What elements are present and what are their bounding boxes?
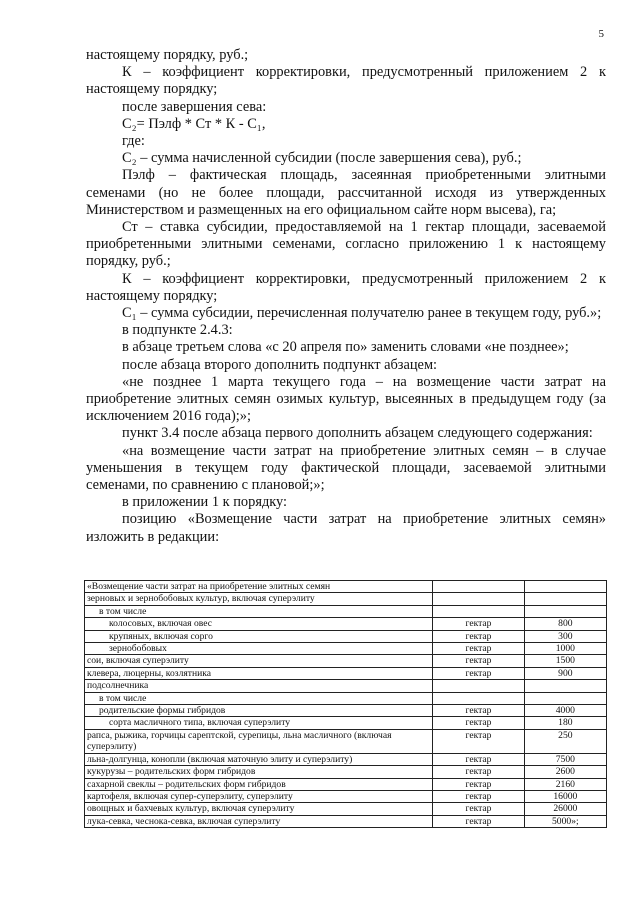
unit-cell: гектар [433, 705, 524, 717]
paragraph: где: [122, 133, 145, 150]
crop-name-cell: колосовых, включая овес [85, 618, 433, 630]
crop-name-cell: сахарной свеклы – родительских форм гибридов [85, 778, 433, 790]
unit-cell [433, 605, 524, 617]
table-row [85, 705, 607, 717]
crop-name-cell: клевера, люцерны, козлятника [85, 667, 433, 679]
rate-cell: 2600 [524, 766, 606, 778]
page-number: 5 [598, 28, 604, 40]
rate-cell: 800 [524, 618, 606, 630]
paragraph: «на возмещение части затрат на приобретение элитных семян – в случае уменьшения в текущем году фактической площади, засеваемой элитными семенами, по сравнению с плановой;»; [86, 442, 606, 494]
formula: С₂= Пэлф * Ст * К - С₁, [122, 115, 266, 132]
unit-cell: гектар [433, 667, 524, 679]
crop-name-cell: сорта масличного типа, включая суперэлиту [85, 717, 433, 729]
table-row [85, 790, 607, 802]
unit-cell [433, 692, 524, 704]
unit-cell [433, 593, 524, 605]
rate-cell: 7500 [524, 753, 606, 765]
paragraph: после абзаца второго дополнить подпункт абзацем: [122, 356, 438, 373]
unit-cell: гектар [433, 803, 524, 815]
paragraph: в приложении 1 к порядку: [122, 494, 288, 511]
paragraph: Ст – ставка субсидии, предоставляемой на 1 гектар площади, засеваемой приобретенными элитными семенами, согласно приложению 1 к настоящему порядку, руб.; [86, 219, 606, 270]
unit-cell: гектар [433, 778, 524, 790]
crop-name-cell: лука-севка, чеснока-севка, включая суперэлиту [85, 815, 433, 827]
table-row [85, 581, 607, 593]
table-row [85, 692, 607, 704]
paragraph: в подпункте 2.4.3: [122, 322, 233, 339]
unit-cell: гектар [433, 630, 524, 642]
crop-name-cell: родительские формы гибридов [85, 705, 433, 717]
rate-cell: 300 [524, 630, 606, 642]
rate-cell: 250 [524, 729, 606, 753]
crop-name-cell: льна-долгунца, конопли (включая маточную элиту и суперэлиту) [85, 753, 433, 765]
rate-cell: 26000 [524, 803, 606, 815]
rate-cell [524, 581, 606, 593]
rate-cell: 900 [524, 667, 606, 679]
crop-name-cell: зернобобовых [85, 643, 433, 655]
table-row [85, 778, 607, 790]
rate-cell: 180 [524, 717, 606, 729]
paragraph: Пэлф – фактическая площадь, засеянная приобретенными элитными семенами (но не более площади, рассчитанной исходя из утвержденных Министерством и размещенных на его официальном сайте норм высева), га; [86, 167, 606, 218]
unit-cell: гектар [433, 790, 524, 802]
paragraph: пункт 3.4 после абзаца первого дополнить абзацем следующего содержания: [122, 425, 593, 442]
rate-cell [524, 605, 606, 617]
unit-cell: гектар [433, 815, 524, 827]
rate-cell: 1000 [524, 643, 606, 655]
unit-cell [433, 680, 524, 692]
crop-name-cell: сои, включая суперэлиту [85, 655, 433, 667]
crop-name-cell: рапса, рыжика, горчицы сарептской, сурепицы, льна масличного (включая суперэлиту) [85, 729, 433, 753]
unit-cell: гектар [433, 643, 524, 655]
table-row [85, 729, 607, 753]
crop-name-cell: кукурузы – родительских форм гибридов [85, 766, 433, 778]
crop-rates-table [84, 580, 607, 828]
table-row [85, 766, 607, 778]
rate-cell: 1500 [524, 655, 606, 667]
unit-cell: гектар [433, 717, 524, 729]
unit-cell: гектар [433, 655, 524, 667]
rate-cell: 5000»; [524, 815, 606, 827]
unit-cell: гектар [433, 618, 524, 630]
paragraph: после завершения сева: [122, 98, 267, 115]
table-row [85, 753, 607, 765]
paragraph: К – коэффициент корректировки, предусмотренный приложением 2 к настоящему порядку; [86, 64, 606, 98]
paragraph: С₂ – сумма начисленной субсидии (после завершения сева), руб.; [122, 150, 522, 167]
document-body [86, 47, 606, 546]
table-row [85, 803, 607, 815]
paragraph: «не позднее 1 марта текущего года – на возмещение части затрат на приобретение элитных семян озимых культур, высеянных в предыдущем году (за исключением 2016 года);»; [86, 373, 606, 425]
unit-cell [433, 581, 524, 593]
paragraph: настоящему порядку, руб.; [86, 47, 249, 63]
crop-name-cell: крупяных, включая сорго [85, 630, 433, 642]
table-row [85, 667, 607, 679]
rate-cell [524, 593, 606, 605]
crop-name-cell: подсолнечника [85, 680, 433, 692]
table-row [85, 815, 607, 827]
rate-cell: 2160 [524, 778, 606, 790]
rate-cell: 16000 [524, 790, 606, 802]
table-row [85, 593, 607, 605]
table-row [85, 655, 607, 667]
rate-cell [524, 692, 606, 704]
paragraph: К – коэффициент корректировки, предусмотренный приложением 2 к настоящему порядку; [86, 270, 606, 304]
rate-cell: 4000 [524, 705, 606, 717]
paragraph: позицию «Возмещение части затрат на приобретение элитных семян» изложить в редакции: [86, 511, 606, 545]
unit-cell: гектар [433, 753, 524, 765]
unit-cell: гектар [433, 729, 524, 753]
rate-cell [524, 680, 606, 692]
crop-name-cell: «Возмещение части затрат на приобретение элитных семян [85, 581, 433, 593]
crop-name-cell: в том числе [85, 605, 433, 617]
table-row [85, 630, 607, 642]
crop-name-cell: овощных и бахчевых культур, включая суперэлиту [85, 803, 433, 815]
table-row [85, 643, 607, 655]
paragraph: С₁ – сумма субсидии, перечисленная получателю ранее в текущем году, руб.»; [122, 305, 602, 322]
table-row [85, 605, 607, 617]
paragraph: в абзаце третьем слова «с 20 апреля по» заменить словами «не позднее»; [122, 339, 569, 356]
table-row [85, 680, 607, 692]
crop-name-cell: зерновых и зернобобовых культур, включая суперэлиту [85, 593, 433, 605]
table-row [85, 618, 607, 630]
crop-name-cell: в том числе [85, 692, 433, 704]
crop-name-cell: картофеля, включая супер-суперэлиту, суперэлиту [85, 790, 433, 802]
unit-cell: гектар [433, 766, 524, 778]
table-row [85, 717, 607, 729]
